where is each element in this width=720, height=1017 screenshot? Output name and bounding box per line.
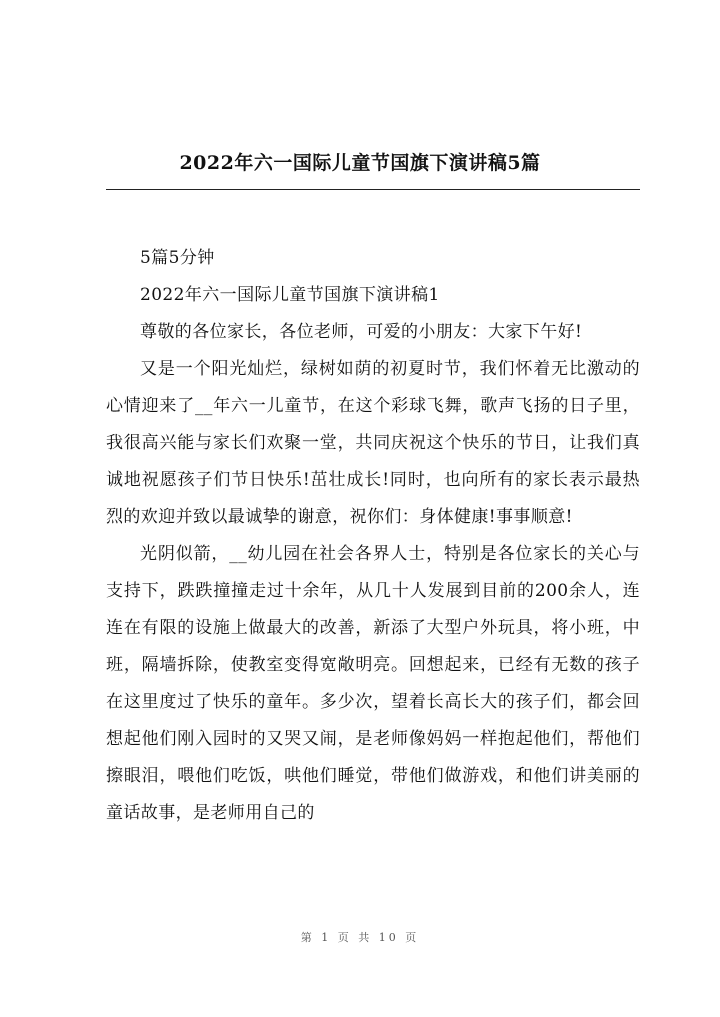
paragraph-greeting: 尊敬的各位家长，各位老师，可爱的小朋友：大家下午好! [140,322,583,342]
paragraph-body-2: 光阴似箭，__幼儿园在社会各界人士，特别是各位家长的关心与支持下，跌跌撞撞走过十余年，从几十人发展到目前的200余人，连连在有限的设施上做最大的改善，新添了大型户外玩具，将小班，中班，隔墙拆除，使教室变得宽敞明亮。回想起来，已经有无数的孩子在这里度过了快乐的童年。多少次，望着长高长大的孩子们，都会回想起他们刚入园时的又哭又闹，是老师像妈妈一样抱起他们，帮他们擦眼泪，喂他们吃饭，哄他们睡觉，带他们做游戏，和他们讲美丽的童话故事，是老师用自己的 [106,544,640,823]
paragraph-subtitle: 5篇5分钟 [140,248,215,268]
page-number-footer: 第 1 页 共 10 页 [300,931,420,944]
paragraph-body-1: 又是一个阳光灿烂，绿树如荫的初夏时节，我们怀着无比激动的心情迎来了__年六一儿童节，在这个彩球飞舞，歌声飞扬的日子里，我很高兴能与家长们欢聚一堂，共同庆祝这个快乐的节日，让我们真诚地祝愿孩子们节日快乐!茁壮成长!同时，也向所有的家长表示最热烈的欢迎并致以最诚挚的谢意，祝你们：身体健康!事事顺意! [106,359,640,527]
document-body [106,240,640,832]
title-underline [106,189,640,190]
paragraph-speech-heading: 2022年六一国际儿童节国旗下演讲稿1 [140,285,440,305]
document-title: 2022年六一国际儿童节国旗下演讲稿5篇 [179,152,541,174]
